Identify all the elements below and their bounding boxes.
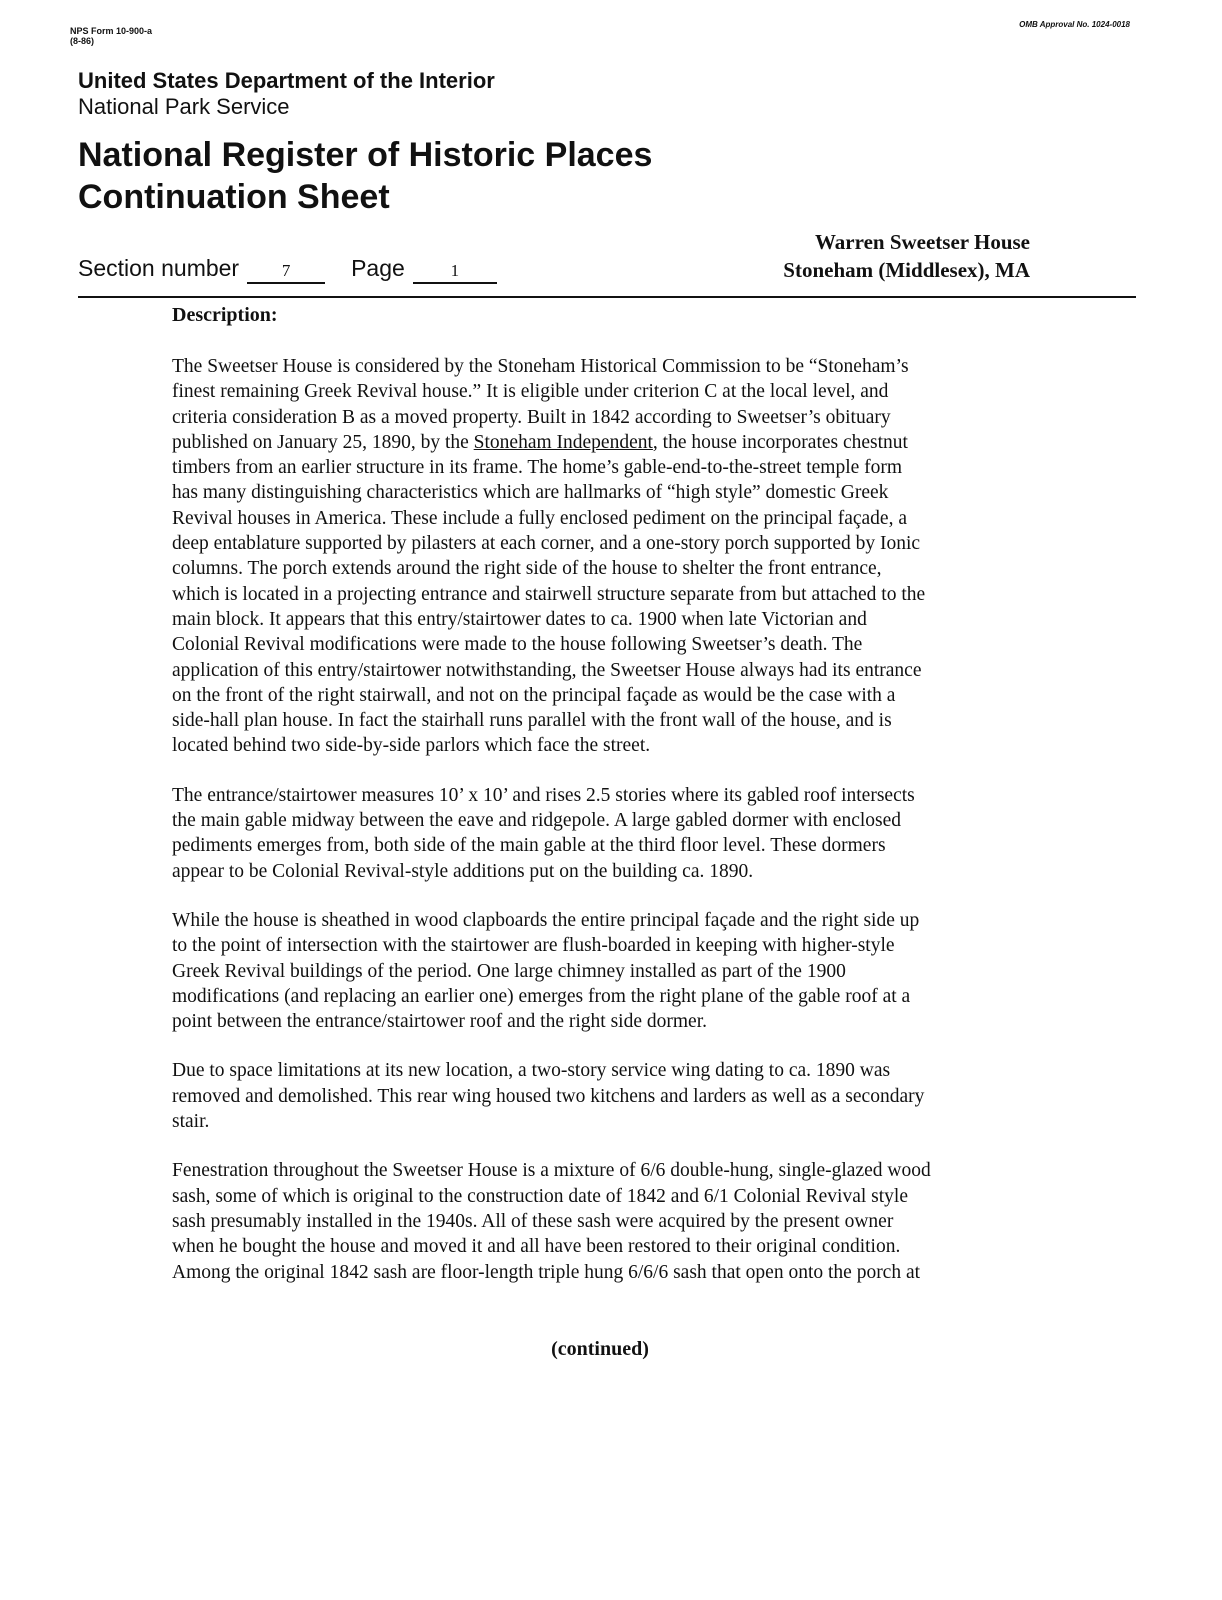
- text-line: The Sweetser House is considered by the Stoneham Historical Commission to be “Stoneham’s: [172, 356, 909, 377]
- text-line: modifications (and replacing an earlier one) emerges from the right plane of the gable roof at a: [172, 985, 911, 1007]
- text-line: on the front of the right stairwall, and not on the principal façade as would be the case with a: [172, 684, 896, 706]
- text-line: located behind two side-by-side parlors which face the street.: [172, 735, 651, 757]
- text-line: The entrance/stairtower measures 10’ x 10’ and rises 2.5 stories where its gabled roof intersects: [172, 784, 915, 806]
- text-line: application of this entry/stairtower notwithstanding, the Sweetser House always had its entrance: [172, 659, 922, 681]
- text-line: Colonial Revival modifications were made to the house following Sweetser’s death. The: [172, 634, 863, 656]
- text-line: sash presumably installed in the 1940s. All of these sash were acquired by the present owner: [172, 1210, 894, 1232]
- text-line: has many distinguishing characteristics which are hallmarks of “high style” domestic Greek: [172, 482, 889, 504]
- text-line: main block. It appears that this entry/stairtower dates to ca. 1900 when late Victorian and: [172, 608, 867, 630]
- text-line: Greek Revival buildings of the period. One large chimney installed as part of the 1900: [172, 960, 846, 982]
- text-line: which is located in a projecting entrance and stairwell structure separate from but attached to the: [172, 583, 926, 605]
- text-line: timbers from an earlier structure in its frame. The home’s gable-end-to-the-street temple form: [172, 457, 903, 479]
- section-number-label: Section number: [78, 255, 240, 281]
- text-line: finest remaining Greek Revival house.” It is eligible under criterion C at the local level, and: [172, 381, 889, 403]
- text-fragment: published on January 25, 1890, by the: [172, 431, 474, 453]
- property-location: Stoneham (Middlesex), MA: [783, 258, 1030, 282]
- text-line: side-hall plan house. In fact the stairhall runs parallel with the front wall of the house, and is: [172, 710, 892, 732]
- text-line: the main gable midway between the eave and ridgepole. A large gabled dormer with enclosed: [172, 810, 902, 832]
- text-line: appear to be Colonial Revival-style additions put on the building ca. 1890.: [172, 860, 754, 882]
- text-line: removed and demolished. This rear wing housed two kitchens and larders as well as a secondary: [172, 1085, 925, 1107]
- page-label: Page: [351, 255, 405, 281]
- form-identifier: [70, 26, 152, 46]
- newspaper-title: Stoneham Independent: [473, 431, 653, 453]
- text-line: deep entablature supported by pilasters at each corner, and a one-story porch supported by Ionic: [172, 533, 921, 555]
- text-line: columns. The porch extends around the right side of the house to shelter the front entrance,: [172, 558, 882, 580]
- paragraph-2: [172, 783, 1062, 884]
- text-line: Fenestration throughout the Sweetser House is a mixture of 6/6 double-hung, single-glazed wood: [172, 1160, 931, 1182]
- text-line: stair.: [172, 1111, 210, 1133]
- agency-header: [78, 68, 495, 120]
- text-line: While the house is sheathed in wood clapboards the entire principal façade and the right side up: [172, 909, 920, 931]
- text-line: to the point of intersection with the stairtower are flush-boarded in keeping with higher-style: [172, 935, 895, 957]
- section-page-line: [78, 252, 507, 284]
- text-line: Among the original 1842 sash are floor-length triple hung 6/6/6 sash that open onto the porch at: [172, 1261, 921, 1283]
- text-line: when he bought the house and moved it and all have been restored to their original condition.: [172, 1236, 901, 1258]
- text-line: pediments emerges from, both side of the main gable at the third floor level. These dormers: [172, 835, 886, 857]
- paragraph-3: [172, 908, 1062, 1034]
- omb-approval: OMB Approval No. 1024-0018: [1019, 20, 1130, 29]
- text-line: [172, 430, 1062, 455]
- title-line-1: National Register of Historic Places: [78, 136, 653, 174]
- form-number: NPS Form 10-900-a: [70, 26, 153, 36]
- description-body: [172, 354, 1062, 1309]
- text-fragment: , the house incorporates chestnut: [652, 431, 908, 453]
- document-title: [78, 134, 652, 218]
- form-date: (8-86): [70, 36, 95, 46]
- description-heading: Description:: [172, 304, 278, 326]
- section-number-value: 7: [247, 262, 325, 284]
- text-line: criteria consideration B as a moved property. Built in 1842 according to Sweetser’s obituary: [172, 406, 891, 428]
- service-name: National Park Service: [78, 94, 290, 119]
- text-line: sash, some of which is original to the construction date of 1842 and 6/1 Colonial Revival style: [172, 1185, 909, 1207]
- continued-note: (continued): [551, 1338, 649, 1360]
- department-name: United States Department of the Interior: [78, 68, 495, 93]
- title-line-2: Continuation Sheet: [78, 178, 390, 216]
- paragraph-1: [172, 354, 1062, 759]
- header-divider: [78, 296, 1136, 298]
- paragraph-4: [172, 1058, 1062, 1134]
- property-name: Warren Sweetser House: [814, 230, 1030, 254]
- paragraph-5: [172, 1158, 1062, 1284]
- text-line: point between the entrance/stairtower roof and the right side dormer.: [172, 1011, 707, 1033]
- text-line: Due to space limitations at its new location, a two-story service wing dating to ca. 1890 was: [172, 1060, 891, 1082]
- page-number-value: 1: [413, 262, 497, 284]
- property-info: [783, 228, 1030, 284]
- text-line: Revival houses in America. These include a fully enclosed pediment on the principal façade, a: [172, 507, 907, 529]
